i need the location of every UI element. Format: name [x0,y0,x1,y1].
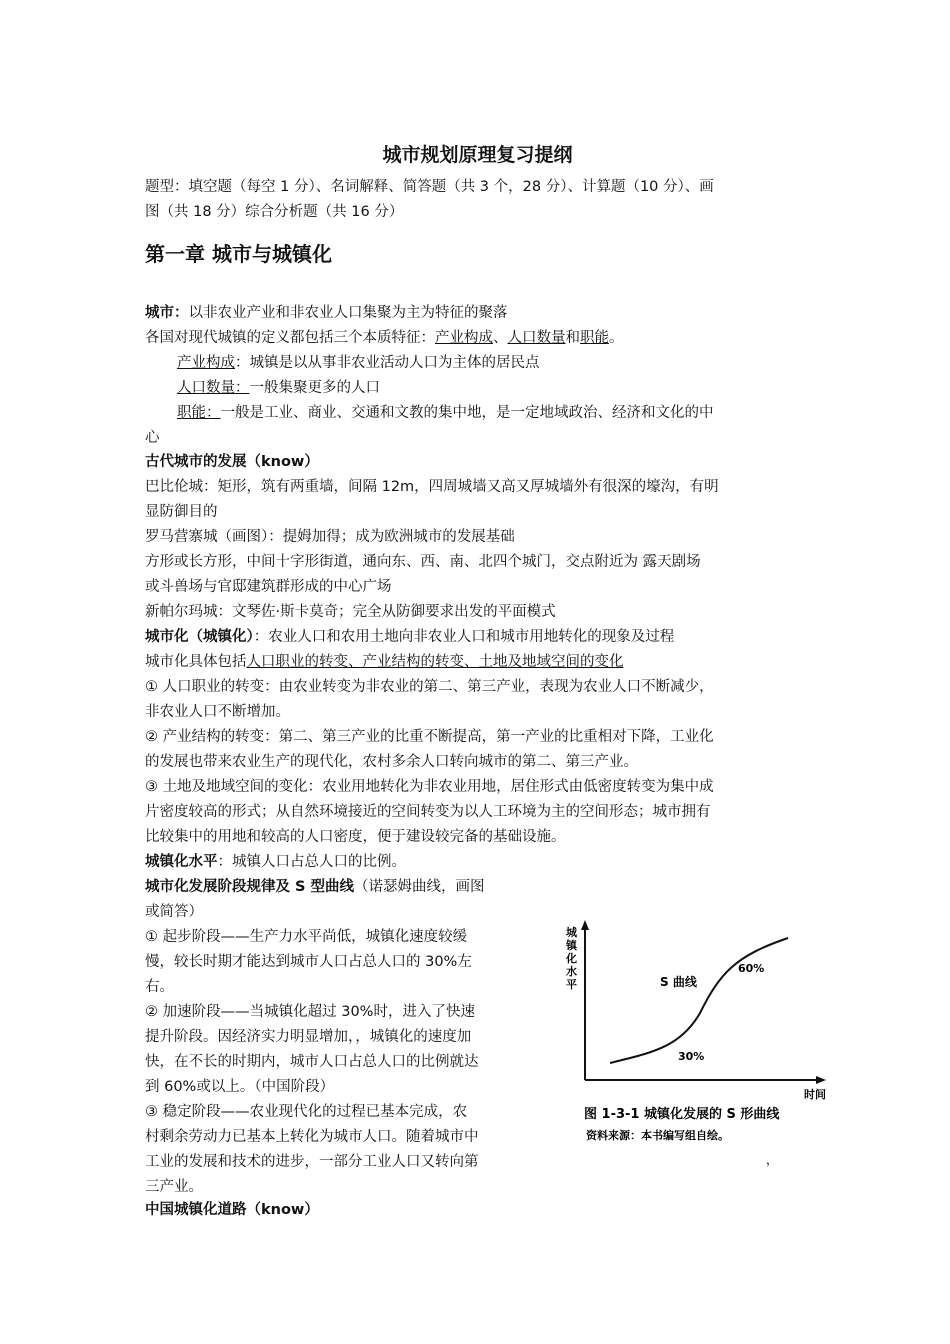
population-line [177,378,380,398]
urbanization-level [145,852,406,872]
features-sep-2: 和 [565,330,580,346]
city-term: 城市： [145,305,189,321]
y-axis-label-5: 平 [566,978,577,991]
point-1-line-1: ① 人口职业的转变：由农业转变为非农业的第二、第三产业，表现为农业人口不断减少， [145,679,714,695]
population-term: 人口数量： [177,380,250,396]
function-term: 职能： [177,405,221,421]
level-term: 城镇化水平 [145,854,218,870]
china-heading: 中国城镇化道路（know） [145,1202,319,1218]
y-axis-label-1: 城 [566,926,577,939]
label-60-percent: 60% [738,962,765,975]
city-definition [145,303,508,323]
ancient-heading: 古代城市的发展（know） [145,454,319,470]
figure-caption: 图 1-3-1 城镇化发展的 S 形曲线 [584,1107,780,1122]
industry-text: ：城镇是以从事非农业活动人口为主体的居民点 [235,355,540,371]
s-curve-line [610,938,788,1063]
urbanization-definition [145,627,674,647]
features-intro: 各国对现代城镇的定义都包括三个本质特征： [145,330,435,346]
urbanization-term: 城市化（城镇化） [145,629,254,645]
palma-line: 新帕尔玛城：文琴佐·斯卡莫奇；完全从防御要求出发的平面模式 [145,604,556,620]
y-axis-label-4: 水 [566,965,577,978]
urbanization-includes-intro: 城市化具体包括 [145,654,247,670]
function-line [177,403,714,423]
stage-1-line-3: 右。 [145,979,174,995]
point-1-line-2: 非农业人口不断增加。 [145,704,290,720]
figure-source: 资料来源：本书编写组自绘。 [586,1129,729,1142]
stage-text: （诺瑟姆曲线，画图 [354,879,485,895]
label-30-percent: 30% [678,1050,705,1063]
stage-3-line-4: 三产业。 [145,1179,203,1195]
rome-desc-line-1: 方形或长方形，中间十字形街道，通向东、西、南、北四个城门，交点附近为 露天剧场 [145,554,701,570]
stage-2-line-4: 到 60%或以上。（中国阶段） [145,1079,335,1095]
stage-2-line-2: 提升阶段。因经济实力明显增加，，城镇化的速度加 [145,1029,472,1045]
urbanization-def-text: ：农业人口和农用土地向非农业人口和城市用地转化的现象及过程 [253,629,675,645]
rome-line: 罗马营寨城（画图）：提姆加得；成为欧洲城市的发展基础 [145,529,515,545]
industry-term: 产业构成 [177,355,235,371]
stage-3-line-1: ③ 稳定阶段——农业现代化的过程已基本完成，农 [145,1104,468,1120]
point-3-line-3: 比较集中的用地和较高的人口密度，便于建设较完备的基础设施。 [145,829,566,845]
point-2-line-1: ② 产业结构的转变：第二、第三产业的比重不断提高，第一产业的比重相对下降，工业化 [145,729,714,745]
urbanization-includes [145,652,624,672]
stage-heading [145,877,485,897]
babylon-line-1: 巴比伦城：矩形，筑有两重墙，间隔 12m，四周城墙又高又厚城墙外有很深的壕沟，有明 [145,479,719,495]
y-axis-label-2: 镇 [566,939,577,952]
exam-types-line-2: 图（共 18 分）综合分析题（共 16 分） [145,204,404,220]
stage-3-line-3: 工业的发展和技术的进步，一部分工业人口又转向第 [145,1154,479,1170]
features-sep-1: 、 [493,330,508,346]
industry-line [177,353,540,373]
point-2-line-2: 的发展也带来农业生产的现代化，农村多余人口转向城市的第二、第三产业。 [145,754,638,770]
features-line [145,328,624,348]
figure-mark: ， [766,1153,779,1167]
rome-desc-line-2: 或斗兽场与官邸建筑群形成的中心广场 [145,579,392,595]
function-line-2: 心 [145,430,160,446]
stage-1-line-1: ① 起步阶段——生产力水平尚低，城镇化速度较缓 [145,929,468,945]
y-axis-label-3: 化 [566,952,577,965]
y-axis-arrow [581,920,589,930]
city-def-text: 以非农业产业和非农业人口集聚为主为特征的聚落 [188,305,508,321]
population-text: 一般集聚更多的人口 [249,380,380,396]
stage-3-line-2: 村剩余劳动力已基本上转化为城市人口。随着城市中 [145,1129,479,1145]
stage-term: 城市化发展阶段规律及 S 型曲线 [145,879,355,895]
function-text: 一般是工业、商业、交通和文教的集中地，是一定地域政治、经济和文化的中 [220,405,714,421]
point-3-line-2: 片密度较高的形式；从自然环境接近的空间转变为以人工环境为主的空间形态；城市拥有 [145,804,711,820]
feature-population: 人口数量 [507,330,566,346]
stage-heading-2: 或简答） [145,904,203,920]
feature-industry: 产业构成 [435,330,493,346]
s-curve-label: S 曲线 [660,975,697,989]
point-3-line-1: ③ 土地及地域空间的变化：农业用地转化为非农业用地，居住形式由低密度转变为集中成 [145,779,714,795]
level-text: ：城镇人口占总人口的比例。 [217,854,406,870]
babylon-line-2: 显防御目的 [145,504,218,520]
urbanization-includes-items: 人口职业的转变、产业结构的转变、土地及地域空间的变化 [246,654,624,670]
document-title: 城市规划原理复习提纲 [382,144,573,166]
stage-2-line-3: 快，在不长的时期内，城市人口占总人口的比例就达 [145,1054,479,1070]
exam-types-line-1: 题型：填空题（每空 1 分）、名词解释、简答题（共 3 个，28 分）、计算题（10 分）、画 [145,179,714,195]
x-axis-arrow [816,1076,826,1084]
stage-2-line-1: ② 加速阶段——当城镇化超过 30%时，进入了快速 [145,1004,475,1020]
x-axis-label: 时间 [804,1088,826,1101]
stage-1-line-2: 慢，较长时期才能达到城市人口占总人口的 30%左 [145,954,472,970]
chapter-heading: 第一章 城市与城镇化 [145,242,332,266]
features-end: 。 [609,330,624,346]
feature-function: 职能 [580,330,609,346]
s-curve-figure [560,918,830,1168]
